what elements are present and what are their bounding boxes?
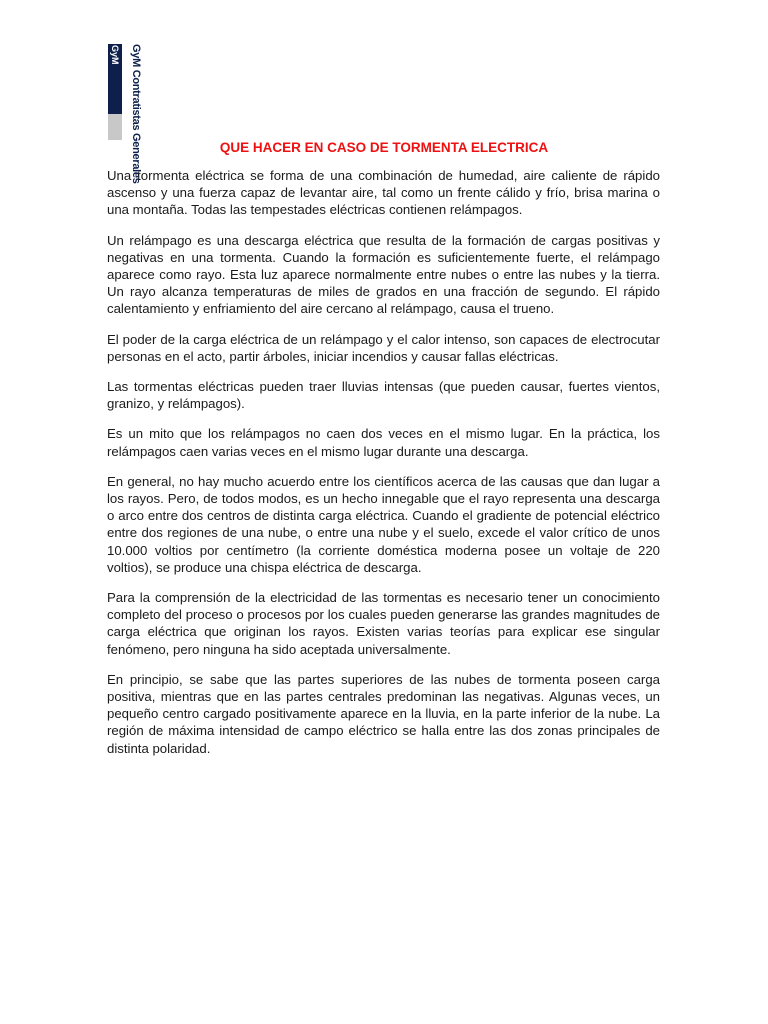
document-title: QUE HACER EN CASO DE TORMENTA ELECTRICA — [219, 140, 549, 155]
document-body — [107, 167, 660, 770]
paragraph-6: En general, no hay mucho acuerdo entre los científicos acerca de las causas que dan lugar a los rayos. Pero, de todos modos, es un hecho innegable que el rayo representa una descarga o arco entre dos centros de distinta carga eléctrica. Cuando el gradiente de potencial eléctrico entre dos regiones de una nube, o entre una nube y el suelo, excede el valor crítico de unos 10.000 voltios por centímetro (la corriente doméstica moderna posee un voltaje de 220 voltios), se produce una chispa eléctrica de descarga. — [107, 473, 660, 575]
logo-company-text: GyM Contratistas Generales — [130, 44, 142, 184]
paragraph-1: Una tormenta eléctrica se forma de una combinación de humedad, aire caliente de rápido ascenso y una fuerza capaz de levantar aire, tal como un frente cálido y frío, brisa marina o una montaña. Todas las tempestades eléctricas contienen relámpagos. — [107, 168, 660, 218]
logo-company-name — [124, 44, 144, 184]
paragraph-2: Un relámpago es una descarga eléctrica que resulta de la formación de cargas positivas y negativas en una tormenta. Cuando la formación es suficientemente fuerte, el relámpago aparece como rayo. Esta luz aparece normalmente entre nubes o entre las nubes y la tierra. Un rayo alcanza temperaturas de miles de grados en una fracción de segundo. El rápido calentamiento y enfriamiento del aire cercano al relámpago, causa el trueno. — [107, 232, 660, 317]
paragraph-3: El poder de la carga eléctrica de un relámpago y el calor intenso, son capaces de electrocutar personas en el acto, partir árboles, iniciar incendios y causar fallas eléctricas. — [107, 331, 660, 364]
logo-mark: GyM — [110, 45, 120, 65]
paragraph-5: Es un mito que los relámpagos no caen dos veces en el mismo lugar. En la práctica, los relámpagos caen varias veces en el mismo lugar durante una descarga. — [107, 426, 660, 459]
paragraph-4: Las tormentas eléctricas pueden traer lluvias intensas (que pueden causar, fuertes vientos, granizo, y relámpagos). — [107, 379, 660, 412]
paragraph-8: En principio, se sabe que las partes superiores de las nubes de tormenta poseen carga positiva, mientras que en las partes centrales predominan las negativas. Algunas veces, un pequeño centro cargado positivamente aparece en la lluvia, en la parte inferior de la nube. La región de máxima intensidad de campo eléctrico se halla entre las dos zonas principales de distinta polaridad. — [107, 671, 660, 756]
paragraph-7: Para la comprensión de la electricidad de las tormentas es necesario tener un conocimiento completo del proceso o procesos por los cuales pueden generarse las grandes magnitudes de carga eléctrica que originan los rayos. Existen varias teorías para explicar ese singular fenómeno, pero ninguna ha sido aceptada universalmente. — [107, 590, 660, 657]
